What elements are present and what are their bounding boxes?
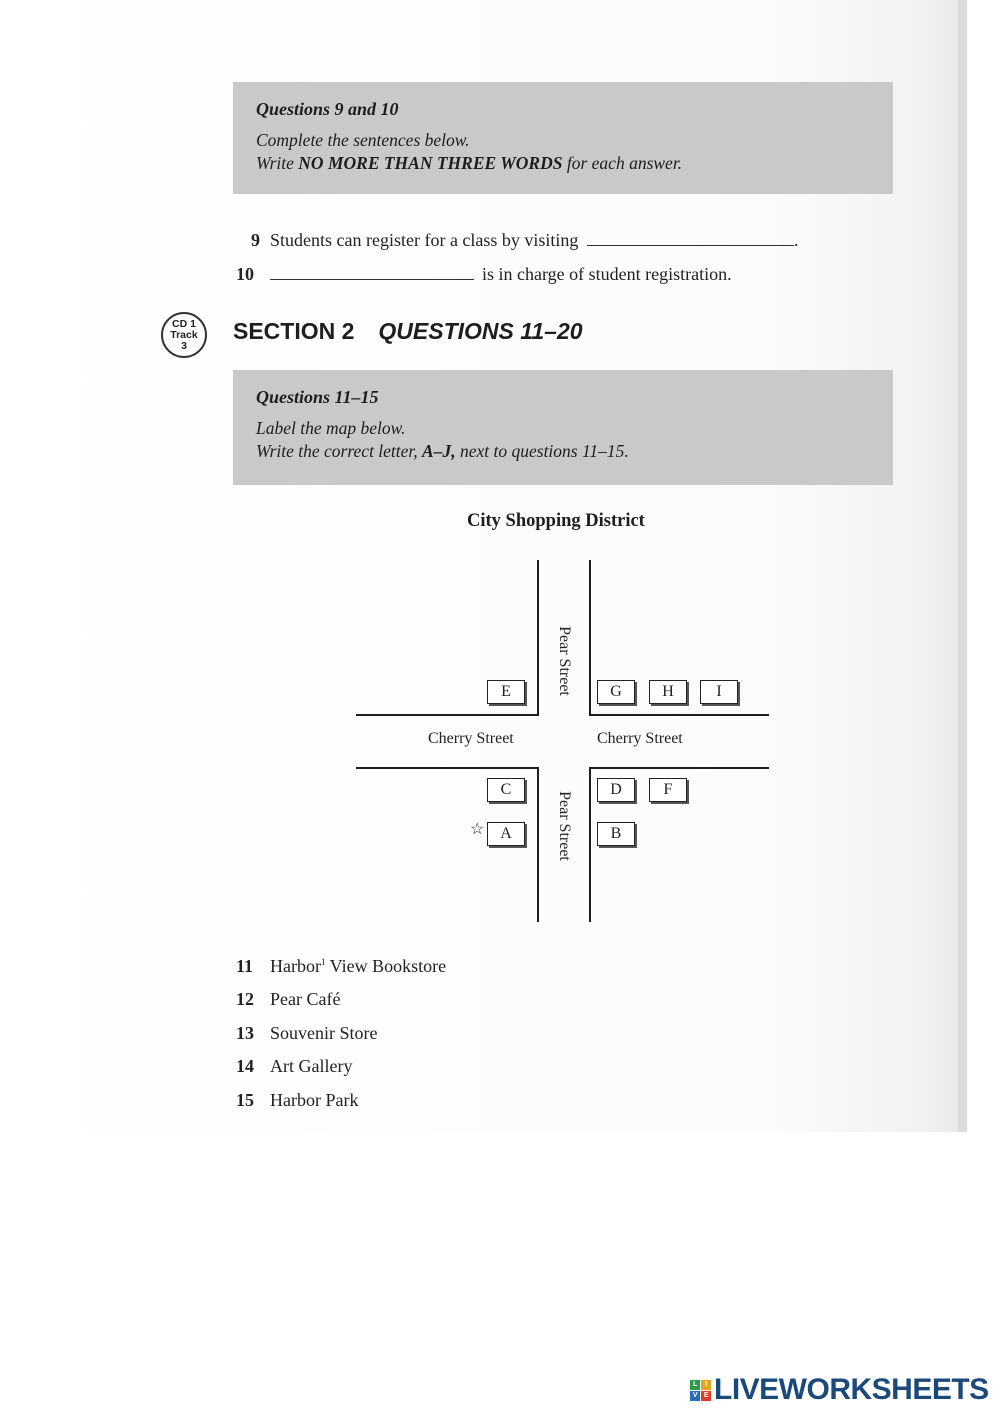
- street-label-pear-north: Pear Street: [556, 626, 573, 696]
- map-location-d: D: [597, 778, 635, 802]
- road-edge: [537, 560, 539, 715]
- box-title: Questions 11–15: [256, 387, 379, 407]
- question-15: [236, 1090, 358, 1111]
- item-label: Souvenir Store: [270, 1023, 378, 1043]
- road-edge: [589, 714, 769, 716]
- item-label: Pear Café: [270, 989, 341, 1009]
- map-location-b: B: [597, 822, 635, 846]
- page-edge: [958, 0, 967, 1132]
- question-text: is in charge of student registration.: [482, 264, 732, 284]
- question-9: 9 Students can register for a class by visiting .: [236, 230, 798, 251]
- question-number: 14: [236, 1056, 254, 1076]
- map-title: City Shopping District: [467, 511, 645, 531]
- box-title: Questions 9 and 10: [256, 99, 399, 119]
- street-label-pear-south: Pear Street: [556, 791, 573, 861]
- question-10: [236, 264, 732, 285]
- section-heading: [233, 318, 583, 345]
- question-number: 15: [236, 1090, 254, 1110]
- question-12: [236, 989, 340, 1010]
- section-questions: QUESTIONS 11–20: [378, 318, 583, 344]
- map-location-a: A: [487, 822, 525, 846]
- road-edge: [537, 767, 539, 922]
- question-13: [236, 1023, 378, 1044]
- question-number: 10: [236, 264, 254, 284]
- question-14: [236, 1056, 352, 1077]
- instruction-line: Complete the sentences below.: [256, 130, 470, 150]
- map-location-i: I: [700, 680, 738, 704]
- road-edge: [589, 767, 591, 922]
- road-edge: [589, 560, 591, 715]
- section-label: SECTION 2: [233, 318, 355, 344]
- cd-track-badge: CD 1 Track 3: [161, 312, 207, 358]
- item-label: Harbor Park: [270, 1090, 359, 1110]
- instruction-line: Label the map below.: [256, 418, 406, 438]
- item-label: Art Gallery: [270, 1056, 353, 1076]
- road-edge: [356, 767, 539, 769]
- liveworksheets-logo[interactable]: [690, 1373, 989, 1407]
- answer-blank-9[interactable]: [587, 232, 794, 246]
- logo-grid-icon: L I V E: [690, 1380, 711, 1401]
- question-number: 12: [236, 989, 254, 1009]
- logo-text: LIVEWORKSHEETS: [714, 1373, 989, 1406]
- question-number: 13: [236, 1023, 254, 1043]
- question-number: 11: [236, 956, 254, 976]
- map-location-h: H: [649, 680, 687, 704]
- question-number: 9: [251, 230, 260, 250]
- map-location-f: F: [649, 778, 687, 802]
- street-label-cherry-west: Cherry Street: [428, 730, 514, 747]
- instructions-box-q11-15: [233, 370, 893, 485]
- road-edge: [589, 767, 769, 769]
- map-location-c: C: [487, 778, 525, 802]
- footnote-marker: 1: [320, 957, 326, 967]
- question-text: Students can register for a class by visiting: [270, 230, 579, 250]
- street-label-cherry-east: Cherry Street: [597, 730, 683, 747]
- map-location-e: E: [487, 680, 525, 704]
- instructions-box-q9-10: [233, 82, 893, 194]
- instruction-line: Write the correct letter, A–J, next to questions 11–15.: [256, 441, 629, 461]
- road-edge: [356, 714, 539, 716]
- instruction-line: Write NO MORE THAN THREE WORDS for each answer.: [256, 153, 683, 173]
- question-11: 11 Harbor$^1$ View Bookstore: [236, 956, 447, 976]
- map-location-g: G: [597, 680, 635, 704]
- answer-blank-10[interactable]: [270, 266, 474, 280]
- star-icon: ☆: [470, 821, 485, 838]
